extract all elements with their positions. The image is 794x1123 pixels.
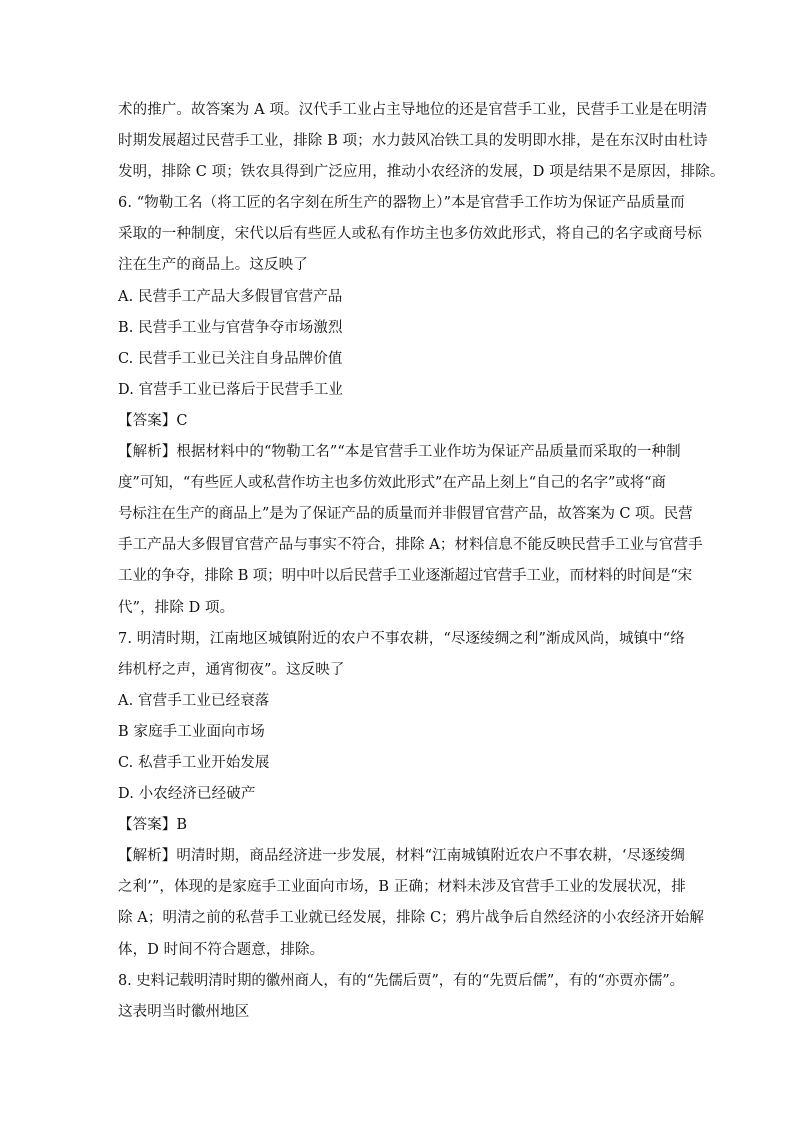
question-6-stem-line-2: 采取的一种制度，宋代以后有些匠人或私有作坊主也多仿效此形式，将自己的名字或商号标 [118, 226, 702, 243]
question-6-analysis-line-4: 手工产品大多假冒官营产品与事实不符合，排除 A；材料信息不能反映民营手工业与官营手 [118, 537, 703, 554]
question-6-option-a: A. 民营手工产品大多假冒官营产品 [118, 288, 343, 305]
question-7-analysis-line-4: 体，D 时间不符合题意，排除。 [118, 941, 325, 958]
question-8-stem-line-2: 这表明当时徽州地区 [118, 1003, 250, 1020]
question-7-stem-line-2: 纬机杼之声，通宵彻夜”。这反映了 [118, 661, 345, 678]
text-line-1: 术的推广。故答案为 A 项。汉代手工业占主导地位的还是官营手工业，民营手工业是在明清 [118, 102, 708, 118]
document-page [118, 95, 725, 1028]
question-7-analysis-line-2: 之利’”，体现的是家庭手工业面向市场，B 正确；材料未涉及官营手工业的发展状况，排 [118, 879, 686, 896]
question-7-analysis-line-1: 【解析】明清时期，商品经济进一步发展，材料“江南城镇附近农户不事农耕，‘尽逐绫绸 [118, 848, 686, 865]
question-7-option-b: B 家庭手工业面向市场 [118, 723, 265, 740]
question-6-analysis-line-5: 工业的争夺，排除 B 项；明中叶以后民营手工业逐渐超过官营手工业，而材料的时间是“宋 [118, 568, 693, 585]
question-6-stem-line-3: 注在生产的商品上。这反映了 [118, 257, 308, 274]
text-line-2: 时期发展超过民营手工业，排除 B 项；水力鼓风冶铁工具的发明即水排，是在东汉时由杜诗 [118, 133, 708, 150]
question-6-analysis-line-2: 度”可知，“有些匠人或私营作坊主也多仿效此形式”在产品上刻上“自己的名字”或将“商 [118, 475, 666, 492]
question-6-analysis-line-3: 号标注在生产的商品上”是为了保证产品的质量而并非假冒官营产品，故答案为 C 项。民营 [118, 506, 693, 523]
question-6-analysis-line-6: 代”，排除 D 项。 [118, 599, 235, 616]
question-7-option-d: D. 小农经济已经破产 [118, 786, 256, 803]
question-6-option-d: D. 官营手工业已落后于民营手工业 [118, 381, 344, 398]
question-8-stem-line-1: 8. 史料记载明清时期的徽州商人，有的“先儒后贾”，有的“先贾后儒”，有的“亦贾亦儒”。 [118, 972, 685, 989]
question-7-option-a: A. 官营手工业已经衰落 [118, 692, 270, 709]
question-6-option-b: B. 民营手工业与官营争夺市场激烈 [118, 319, 343, 336]
question-6-stem-line-1: 6. “物勒工名（将工匠的名字刻在所生产的器物上）”本是官营手工作坊为保证产品质量而 [118, 195, 685, 212]
question-7-analysis-line-3: 除 A；明清之前的私营手工业就已经发展，排除 C；鸦片战争后自然经济的小农经济开始解 [118, 910, 704, 927]
question-7-answer: 【答案】B [118, 817, 188, 834]
question-6-answer: 【答案】C [118, 412, 188, 429]
text-line-3: 发明，排除 C 项；铁农具得到广泛应用，推动小农经济的发展，D 项是结果不是原因，排除。 [118, 164, 725, 181]
question-6-option-c: C. 民营手工业已关注自身品牌价值 [118, 350, 343, 367]
question-7-option-c: C. 私营手工业开始发展 [118, 754, 270, 771]
question-6-analysis-line-1: 【解析】根据材料中的“物勒工名”“本是官营手工业作坊为保证产品质量而采取的一种制 [118, 444, 681, 461]
question-7-stem-line-1: 7. 明清时期，江南地区城镇附近的农户不事农耕，“尽逐绫绸之利”渐成风尚，城镇中“络 [118, 630, 685, 647]
